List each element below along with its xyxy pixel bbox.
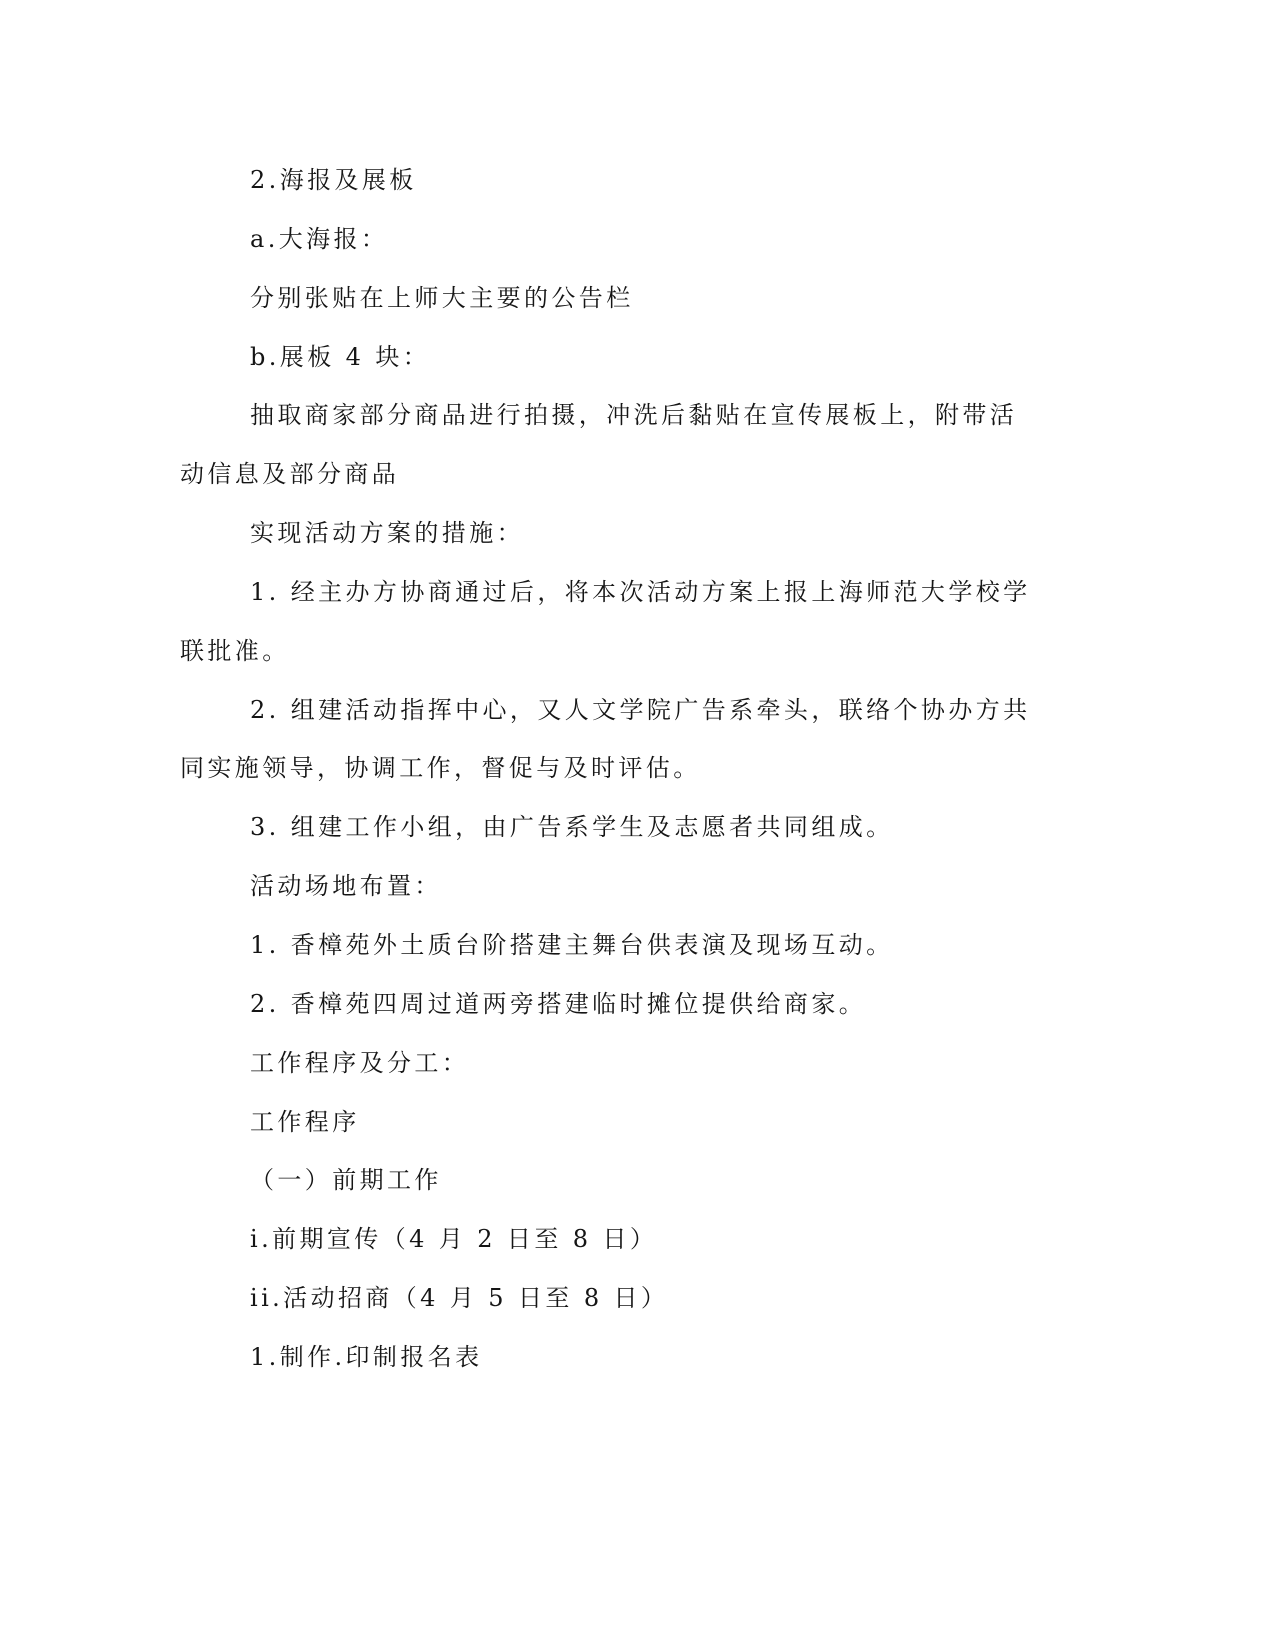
paragraph-publicity	[180, 1210, 1040, 1269]
paragraph-line: （一）前期工作	[250, 1166, 442, 1195]
paragraph-line: 同实施领导，协调工作，督促与及时评估。	[180, 754, 701, 783]
paragraph-preliminary-work	[180, 1151, 1040, 1210]
paragraph-measures-heading	[180, 504, 1040, 563]
paragraph-line: 2. 组建活动指挥中心，又人文学院广告系牵头，联络个协办方共	[250, 695, 1031, 724]
paragraph-line: 实现活动方案的措施：	[250, 519, 524, 548]
paragraph-line: 2. 香樟苑四周过道两旁搭建临时摊位提供给商家。	[250, 989, 867, 1018]
paragraph-big-poster	[180, 210, 1040, 269]
paragraph-line: 动信息及部分商品	[180, 460, 400, 489]
paragraph-measure-2	[180, 681, 1040, 799]
paragraph-line: 2.海报及展板	[250, 166, 417, 194]
paragraph-line: 活动场地布置：	[250, 872, 442, 901]
paragraph-line: 3. 组建工作小组，由广告系学生及志愿者共同组成。	[250, 813, 894, 842]
paragraph-line: 工作程序	[250, 1107, 360, 1136]
paragraph-line: i.前期宣传（4 月 2 日至 8 日）	[250, 1225, 658, 1254]
paragraph-line: a.大海报：	[250, 224, 389, 253]
paragraph-procedure-heading	[180, 1034, 1040, 1093]
paragraph-venue-heading	[180, 857, 1040, 916]
paragraph-line: 分别张贴在上师大主要的公告栏	[250, 283, 634, 312]
paragraph-registration-form	[180, 1328, 1040, 1387]
paragraph-line: 1.制作.印制报名表	[250, 1342, 483, 1371]
paragraph-board-content	[180, 386, 1040, 504]
paragraph-line: ii.活动招商（4 月 5 日至 8 日）	[250, 1284, 669, 1313]
paragraph-procedure	[180, 1093, 1040, 1152]
paragraph-line: 1. 经主办方协商通过后，将本次活动方案上报上海师范大学校学	[250, 577, 1031, 606]
paragraph-poster-placement	[180, 269, 1040, 328]
paragraph-line: 1. 香樟苑外土质台阶搭建主舞台供表演及现场互动。	[250, 930, 894, 959]
paragraph-merchant-recruitment	[180, 1269, 1040, 1328]
document-body	[180, 151, 1040, 1387]
paragraph-measure-1	[180, 563, 1040, 681]
paragraph-venue-1	[180, 916, 1040, 975]
paragraph-venue-2	[180, 975, 1040, 1034]
paragraph-line: 工作程序及分工：	[250, 1048, 470, 1077]
paragraph-measure-3	[180, 798, 1040, 857]
paragraph-line: b.展板 4 块：	[250, 342, 431, 371]
paragraph-poster-and-boards	[180, 151, 1040, 210]
paragraph-display-boards	[180, 328, 1040, 387]
paragraph-line: 联批准。	[180, 636, 290, 665]
paragraph-line: 抽取商家部分商品进行拍摄，冲洗后黏贴在宣传展板上，附带活	[250, 401, 1018, 430]
